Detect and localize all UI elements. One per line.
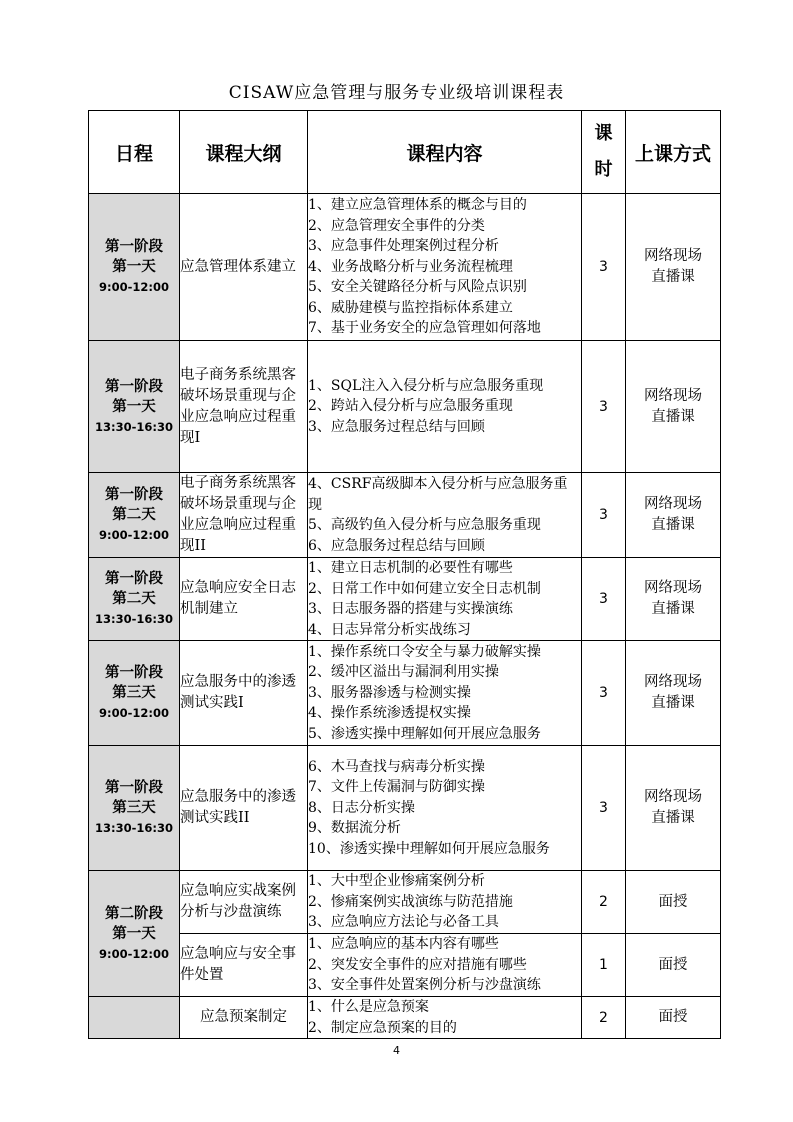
- schedule-row: [89, 641, 721, 746]
- content-list: [308, 558, 581, 640]
- stage-label: 第一阶段: [105, 571, 163, 587]
- mode-cell: [626, 194, 721, 341]
- content-item: 1、建立日志机制的必要性有哪些: [308, 560, 513, 576]
- schedule-row: [89, 997, 721, 1039]
- day-label: 第三天: [112, 685, 156, 701]
- hours-cell: 3: [582, 473, 626, 558]
- content-cell: [308, 746, 582, 871]
- content-list: [308, 642, 581, 745]
- content-item: 6、威胁建模与监控指标体系建立: [308, 299, 513, 316]
- content-item: 1、建立应急管理体系的概念与目的: [308, 197, 527, 214]
- time-label: 13:30-16:30: [95, 419, 173, 434]
- mode-line: 网络现场: [644, 674, 702, 690]
- content-item: 2、跨站入侵分析与应急服务重现: [308, 398, 513, 415]
- mode-cell: [626, 558, 721, 641]
- schedule-cell: [89, 558, 180, 641]
- header-mode: 上课方式: [626, 111, 721, 194]
- mode-cell: [626, 746, 721, 871]
- content-item: 8、日志分析实操: [308, 799, 415, 816]
- day-label: 第一天: [112, 398, 156, 415]
- header-outline: 课程大纲: [180, 111, 308, 194]
- stage-label: 第一阶段: [105, 665, 163, 681]
- schedule-cell-empty: [89, 997, 180, 1039]
- content-item: 3、应急服务过程总结与回顾: [308, 418, 485, 435]
- content-list: [308, 871, 581, 933]
- hours-cell: 3: [582, 641, 626, 746]
- content-list: [308, 757, 581, 860]
- content-list: [308, 997, 581, 1038]
- time-label: 13:30-16:30: [95, 821, 173, 835]
- content-item: 4、CSRF高级脚本入侵分析与应急服务重现: [308, 476, 568, 513]
- mode-line: 直播课: [651, 810, 695, 826]
- content-cell: [308, 871, 582, 934]
- stage-label: 第二阶段: [105, 905, 163, 922]
- content-item: 10、渗透实操中理解如何开展应急服务: [308, 840, 550, 857]
- content-cell: [308, 473, 582, 558]
- content-item: 5、渗透实操中理解如何开展应急服务: [308, 725, 541, 742]
- outline-cell: 应急响应安全日志机制建立: [180, 558, 308, 641]
- header-hours: 课 时: [582, 111, 626, 194]
- mode-line: 网络现场: [644, 248, 702, 264]
- content-item: 2、突发安全事件的应对措施有哪些: [308, 956, 527, 973]
- content-item: 1、应急响应的基本内容有哪些: [308, 936, 499, 953]
- time-label: 9:00-12:00: [99, 706, 169, 720]
- content-cell: [308, 558, 582, 641]
- mode-cell: 面授: [626, 934, 721, 997]
- mode-line: 网络现场: [644, 496, 702, 512]
- content-item: 3、日志服务器的搭建与实操演练: [308, 601, 513, 617]
- schedule-row: [89, 473, 721, 558]
- outline-cell: 应急服务中的渗透测试实践II: [180, 746, 308, 871]
- content-list: [308, 934, 581, 996]
- content-item: 1、SQL注入入侵分析与应急服务重现: [308, 377, 544, 394]
- stage-label: 第一阶段: [105, 780, 163, 796]
- content-item: 2、日常工作中如何建立安全日志机制: [308, 580, 541, 597]
- outline-cell: 应急预案制定: [180, 997, 308, 1039]
- outline-cell: 应急管理体系建立: [180, 194, 308, 341]
- stage-label: 第一阶段: [105, 487, 163, 503]
- mode-line: 网络现场: [644, 789, 702, 805]
- content-item: 5、安全关键路径分析与风险点识别: [308, 279, 527, 296]
- content-item: 3、安全事件处置案例分析与沙盘演练: [308, 977, 541, 994]
- content-cell: [308, 934, 582, 997]
- hours-cell: 3: [582, 341, 626, 473]
- content-item: 3、应急事件处理案例过程分析: [308, 238, 499, 255]
- content-list: [308, 474, 581, 556]
- schedule-row: [89, 194, 721, 341]
- content-item: 2、应急管理安全事件的分类: [308, 217, 485, 234]
- schedule-cell: [89, 641, 180, 746]
- document-title: CISAW应急管理与服务专业级培训课程表: [228, 83, 565, 103]
- mode-line: 直播课: [651, 695, 695, 711]
- content-item: 4、操作系统渗透提权实操: [308, 705, 471, 722]
- mode-cell: 面授: [626, 871, 721, 934]
- mode-line: 直播课: [651, 517, 695, 533]
- day-label: 第二天: [112, 507, 156, 523]
- schedule-row: [89, 934, 721, 997]
- mode-line: 直播课: [651, 601, 695, 617]
- schedule-cell: [89, 473, 180, 558]
- header-content: 课程内容: [308, 111, 582, 194]
- mode-line: 直播课: [651, 269, 695, 285]
- content-item: 3、服务器渗透与检测实操: [308, 684, 471, 701]
- header-schedule: 日程: [89, 111, 180, 194]
- time-label: 9:00-12:00: [99, 280, 169, 294]
- content-cell: [308, 641, 582, 746]
- time-label: 9:00-12:00: [99, 528, 169, 542]
- content-item: 9、数据流分析: [308, 820, 401, 837]
- outline-cell: 应急响应实战案例分析与沙盘演练: [180, 871, 308, 934]
- content-cell: [308, 341, 582, 473]
- schedule-cell: [89, 341, 180, 473]
- hours-cell: 1: [582, 934, 626, 997]
- content-item: 2、制定应急预案的目的: [308, 1019, 457, 1036]
- content-item: 7、文件上传漏洞与防御实操: [308, 779, 485, 796]
- hours-cell: 3: [582, 746, 626, 871]
- course-schedule-table: [88, 110, 721, 1039]
- day-label: 第二天: [112, 591, 156, 607]
- hours-cell: 2: [582, 871, 626, 934]
- content-item: 4、日志异常分析实战练习: [308, 621, 471, 638]
- mode-line: 直播课: [651, 408, 695, 425]
- time-label: 13:30-16:30: [95, 612, 173, 626]
- content-item: 1、什么是应急预案: [308, 999, 429, 1015]
- content-item: 3、应急响应方法论与必备工具: [308, 914, 499, 931]
- hours-cell: 3: [582, 558, 626, 641]
- content-cell: [308, 194, 582, 341]
- outline-cell: 应急响应与安全事件处置: [180, 934, 308, 997]
- schedule-row: [89, 746, 721, 871]
- content-item: 7、基于业务安全的应急管理如何落地: [308, 320, 541, 337]
- stage-label: 第一阶段: [105, 378, 163, 395]
- schedule-cell: [89, 194, 180, 341]
- mode-cell: [626, 473, 721, 558]
- stage-label: 第一阶段: [105, 239, 163, 255]
- content-list: [308, 195, 581, 339]
- content-item: 1、操作系统口令安全与暴力破解实操: [308, 643, 541, 660]
- outline-cell: 电子商务系统黑客破坏场景重现与企业应急响应过程重现II: [180, 473, 308, 558]
- day-label: 第三天: [112, 800, 156, 816]
- day-label: 第一天: [112, 925, 156, 942]
- content-item: 2、惨痛案例实战演练与防范措施: [308, 893, 513, 910]
- schedule-row: [89, 341, 721, 473]
- header-row: [89, 111, 721, 194]
- schedule-cell: [89, 871, 180, 997]
- content-item: 5、高级钓鱼入侵分析与应急服务重现: [308, 517, 541, 533]
- content-list: [308, 376, 581, 438]
- hours-cell: 3: [582, 194, 626, 341]
- day-label: 第一天: [112, 259, 156, 275]
- mode-line: 网络现场: [644, 387, 702, 404]
- content-item: 1、大中型企业惨痛案例分析: [308, 873, 485, 890]
- content-item: 4、业务战略分析与业务流程梳理: [308, 258, 513, 275]
- hours-cell: 2: [582, 997, 626, 1039]
- outline-cell: 电子商务系统黑客破坏场景重现与企业应急响应过程重现I: [180, 341, 308, 473]
- schedule-row: [89, 558, 721, 641]
- schedule-row: [89, 871, 721, 934]
- content-item: 6、木马查找与病毒分析实操: [308, 758, 485, 775]
- content-item: 6、应急服务过程总结与回顾: [308, 537, 485, 554]
- content-cell: [308, 997, 582, 1039]
- content-item: 2、缓冲区溢出与漏洞利用实操: [308, 664, 499, 681]
- time-label: 9:00-12:00: [99, 946, 169, 961]
- mode-cell: 面授: [626, 997, 721, 1039]
- mode-cell: [626, 641, 721, 746]
- mode-line: 网络现场: [644, 580, 702, 596]
- mode-cell: [626, 341, 721, 473]
- outline-cell: 应急服务中的渗透测试实践I: [180, 641, 308, 746]
- page-number: 4: [393, 1044, 400, 1057]
- schedule-cell: [89, 746, 180, 871]
